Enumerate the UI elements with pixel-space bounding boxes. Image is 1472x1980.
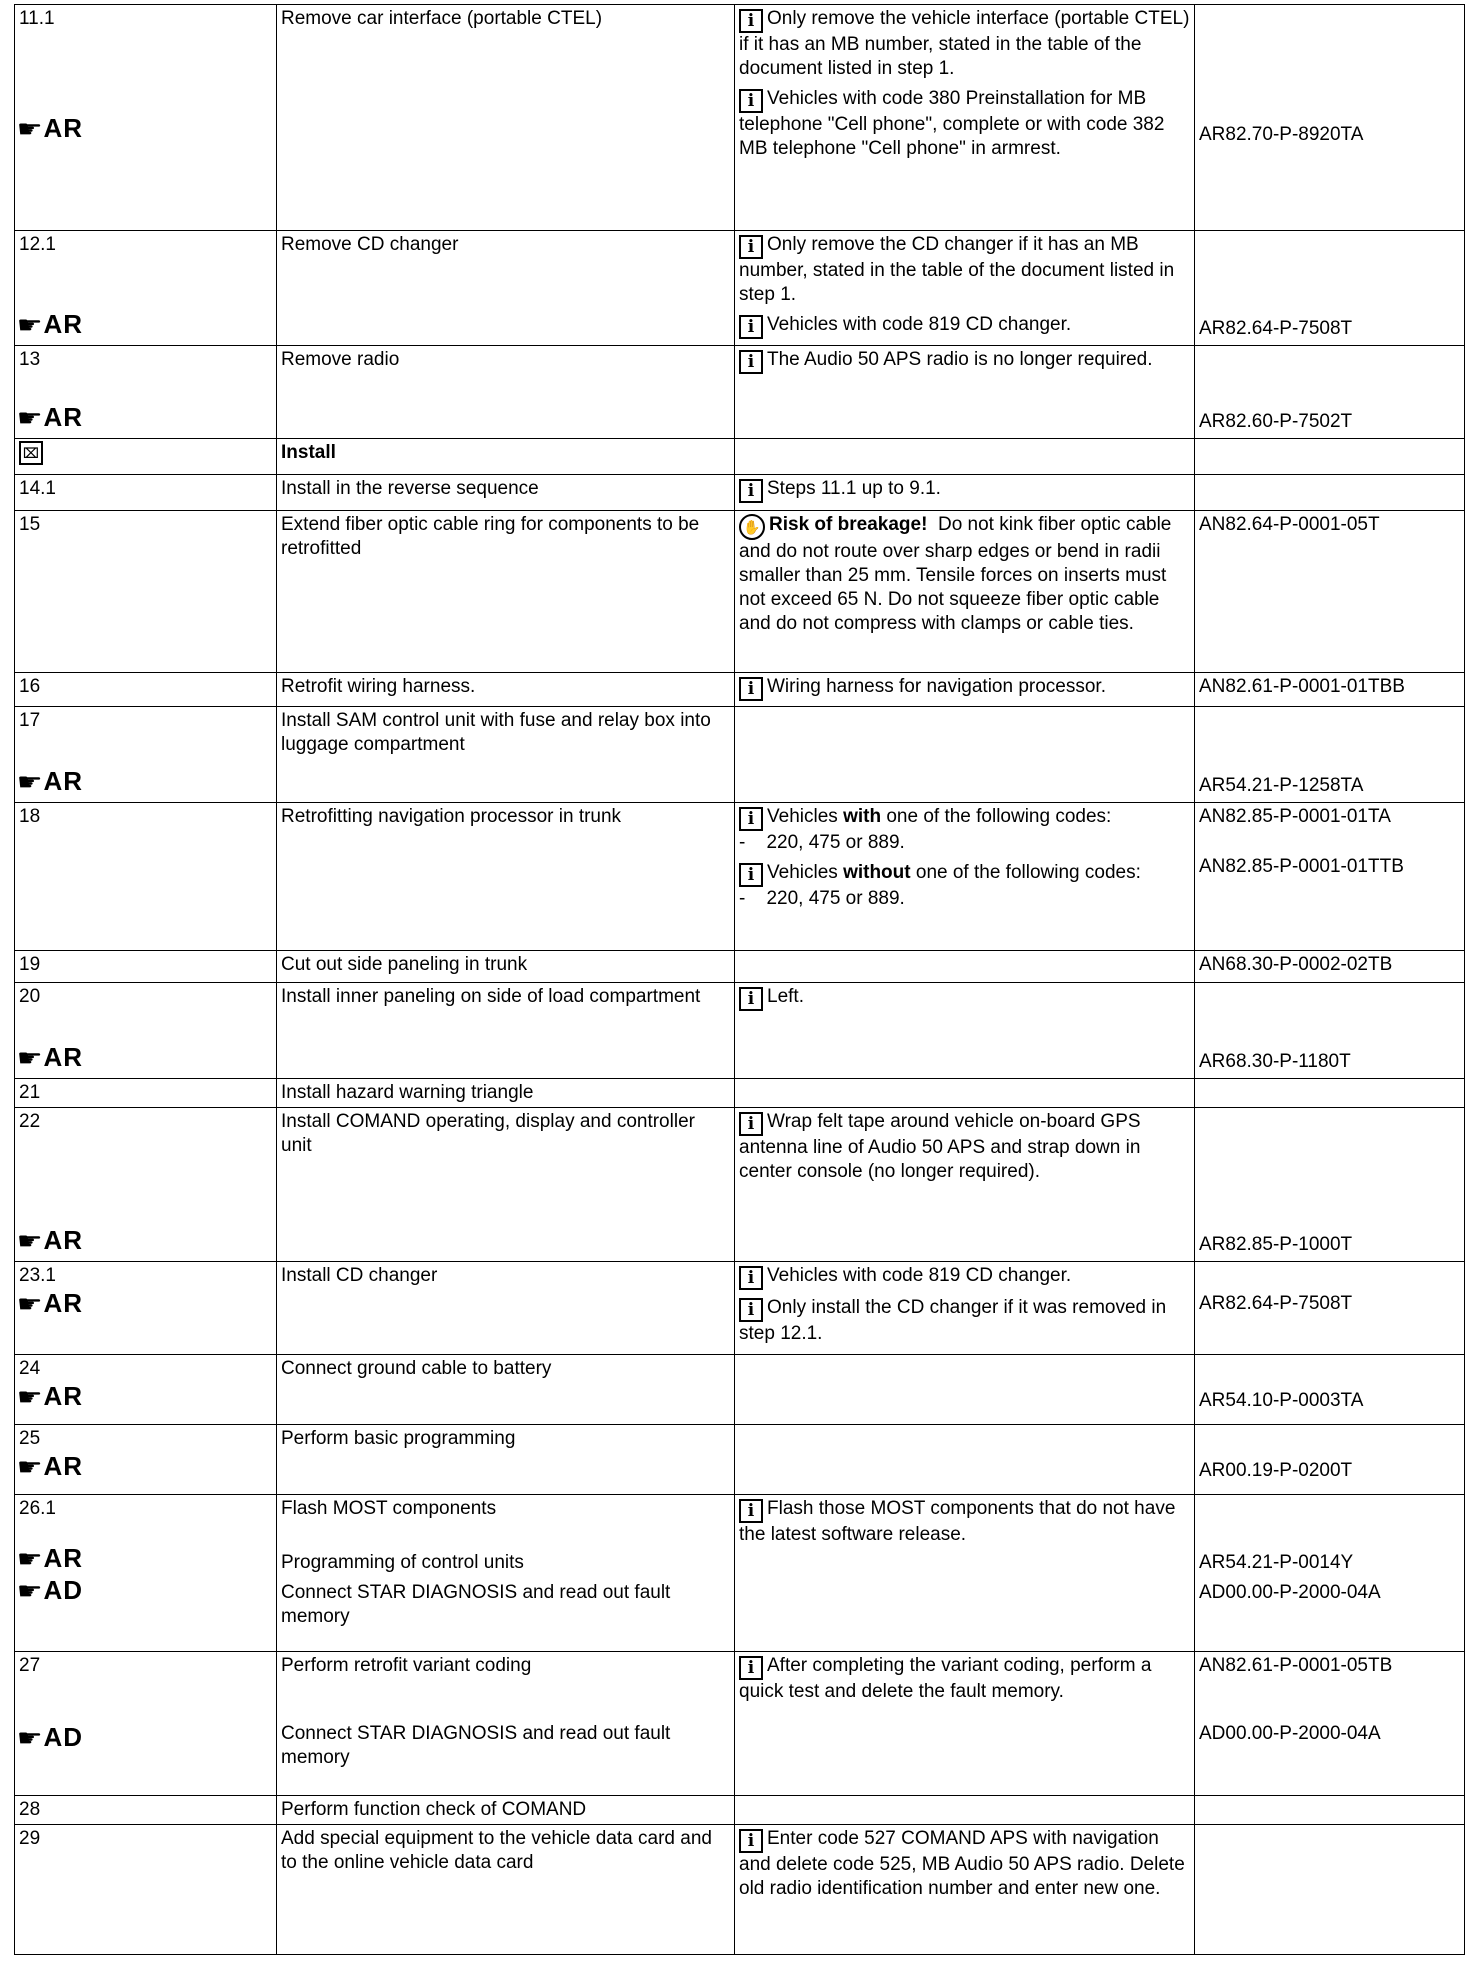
steps-table	[14, 4, 1465, 1955]
notes-cell	[735, 1796, 1195, 1825]
action-text: Perform function check of COMAND	[281, 1799, 587, 1820]
document-cell	[1195, 439, 1465, 475]
table-row	[15, 1079, 1465, 1108]
notes-cell	[735, 1495, 1195, 1652]
step-number: 13	[19, 349, 41, 370]
info-icon: i	[739, 479, 763, 503]
info-icon: i	[739, 987, 763, 1011]
sub-action-text: Programming of control units	[281, 1552, 524, 1573]
info-icon: i	[739, 9, 763, 33]
action-cell	[277, 1495, 735, 1652]
document-cell	[1195, 5, 1465, 231]
document-cell	[1195, 803, 1465, 951]
note: i Vehicles with code 380 Preinstallation for MB telephone "Cell phone", complete or with code 382 MB telephone "Cell phone" in armrest.	[739, 88, 1165, 159]
ar-reference: ☛AR	[16, 1288, 84, 1318]
notes-cell	[735, 1425, 1195, 1495]
action-text: Install SAM control unit with fuse and relay box into luggage compartment	[281, 710, 711, 755]
table-row	[15, 1262, 1465, 1355]
action-cell	[277, 1079, 735, 1108]
table-row	[15, 1796, 1465, 1825]
action-text: Install CD changer	[281, 1265, 438, 1286]
action-cell	[277, 346, 735, 439]
note: i Enter code 527 COMAND APS with navigation and delete code 525, MB Audio 50 APS radio. Delete old radio identification number and enter new one.	[739, 1828, 1185, 1899]
table-row	[15, 707, 1465, 803]
notes-cell	[735, 951, 1195, 983]
step-number: 19	[19, 954, 41, 975]
step-number: 20	[19, 986, 41, 1007]
step-cell	[15, 1825, 277, 1955]
document-cell	[1195, 1425, 1465, 1495]
pointing-hand-icon: ☛	[16, 1454, 44, 1481]
notes-cell	[735, 707, 1195, 803]
work-instruction-document	[14, 4, 1464, 1955]
pointing-hand-icon: ☛	[16, 312, 44, 339]
document-link[interactable]: AN82.61-P-0001-01TBB	[1199, 676, 1405, 697]
step-number: 24	[19, 1358, 41, 1379]
info-icon: i	[739, 1112, 763, 1136]
document-cell	[1195, 707, 1465, 803]
info-icon: i	[739, 1656, 763, 1680]
note: i Vehicles with code 819 CD changer.	[739, 1264, 1190, 1290]
action-text: Cut out side paneling in trunk	[281, 954, 528, 975]
step-number: 28	[19, 1799, 41, 1820]
step-number: 12.1	[19, 234, 56, 255]
table-row	[15, 951, 1465, 983]
document-link[interactable]: AN82.61-P-0001-05TB	[1199, 1655, 1393, 1676]
step-cell	[15, 1108, 277, 1262]
note: i Vehicles without one of the following codes: - 220, 475 or 889.	[739, 861, 1190, 911]
table-row	[15, 1495, 1465, 1652]
action-cell	[277, 951, 735, 983]
step-cell	[15, 439, 277, 475]
step-cell	[15, 231, 277, 346]
table-row	[15, 1825, 1465, 1955]
pointing-hand-icon: ☛	[16, 405, 44, 432]
pointing-hand-icon: ☛	[16, 1228, 44, 1255]
info-icon: i	[739, 677, 763, 701]
table-row	[15, 439, 1465, 475]
pointing-hand-icon: ☛	[16, 116, 44, 143]
document-link[interactable]: AD00.00-P-2000-04A	[1199, 1582, 1381, 1603]
ar-reference: ☛AR	[16, 766, 84, 796]
note: i Flash those MOST components that do not have the latest software release.	[739, 1498, 1176, 1545]
ad-reference: ☛AD	[16, 1722, 84, 1752]
action-cell	[277, 707, 735, 803]
step-cell	[15, 707, 277, 803]
ad-reference: ☛AD	[16, 1575, 84, 1605]
note: i Vehicles with code 819 CD changer.	[739, 313, 1190, 339]
notes-cell	[735, 231, 1195, 346]
action-cell	[277, 1262, 735, 1355]
info-icon: i	[739, 807, 763, 831]
document-link[interactable]: AN82.85-P-0001-01TA	[1199, 806, 1391, 827]
step-cell	[15, 511, 277, 673]
table-row	[15, 1108, 1465, 1262]
action-cell	[277, 231, 735, 346]
step-cell	[15, 983, 277, 1079]
ar-reference: ☛AR	[16, 1042, 84, 1072]
notes-cell	[735, 1652, 1195, 1796]
table-row	[15, 983, 1465, 1079]
step-cell	[15, 951, 277, 983]
section-heading: Install	[281, 442, 336, 463]
ar-reference: ☛AR	[16, 309, 84, 339]
document-link[interactable]: AR82.64-P-7508T	[1199, 1293, 1353, 1314]
step-cell	[15, 1652, 277, 1796]
document-link[interactable]: AR54.21-P-1258TA	[1199, 775, 1364, 796]
document-cell	[1195, 1079, 1465, 1108]
pointing-hand-icon: ☛	[16, 1546, 44, 1573]
install-section-icon: ⌧	[19, 441, 43, 465]
note: i After completing the variant coding, perform a quick test and delete the fault memory.	[739, 1655, 1152, 1702]
ar-reference: ☛AR	[16, 402, 84, 432]
table-row	[15, 511, 1465, 673]
action-cell	[277, 1825, 735, 1955]
document-link[interactable]: AR82.85-P-1000T	[1199, 1234, 1353, 1255]
action-text: Install COMAND operating, display and controller unit	[281, 1111, 695, 1156]
step-cell	[15, 1495, 277, 1652]
document-cell	[1195, 1652, 1465, 1796]
action-text: Install in the reverse sequence	[281, 478, 539, 499]
document-cell	[1195, 673, 1465, 707]
action-text: Remove CD changer	[281, 234, 459, 255]
warning-note: ✋ Risk of breakage! Do not kink fiber optic cable and do not route over sharp edges or bend in radii smaller than 25 mm. Tensile forces on inserts must not exceed 65 N. Do not squeeze fiber optic cable and do not compress with clamps or cable ties.	[739, 514, 1172, 634]
document-cell	[1195, 983, 1465, 1079]
document-link[interactable]: AN68.30-P-0002-02TB	[1199, 954, 1393, 975]
document-link[interactable]: AR68.30-P-1180T	[1199, 1051, 1351, 1072]
note: i Steps 11.1 up to 9.1.	[739, 477, 1190, 503]
document-cell	[1195, 231, 1465, 346]
info-icon: i	[739, 1499, 763, 1523]
document-cell	[1195, 1355, 1465, 1425]
action-cell	[277, 803, 735, 951]
table-row	[15, 673, 1465, 707]
action-cell	[277, 1652, 735, 1796]
table-row	[15, 1425, 1465, 1495]
action-text: Add special equipment to the vehicle data card and to the online vehicle data card	[281, 1828, 712, 1873]
action-cell	[277, 983, 735, 1079]
table-row	[15, 1652, 1465, 1796]
document-link[interactable]: AD00.00-P-2000-04A	[1199, 1723, 1381, 1744]
notes-cell	[735, 1079, 1195, 1108]
document-cell	[1195, 1495, 1465, 1652]
action-cell	[277, 5, 735, 231]
document-link[interactable]: AN82.64-P-0001-05T	[1199, 514, 1380, 535]
info-icon: i	[739, 863, 763, 887]
warning-hand-icon: ✋	[739, 514, 765, 540]
code-list: - 220, 475 or 889.	[739, 832, 905, 853]
step-cell	[15, 673, 277, 707]
action-cell	[277, 1796, 735, 1825]
note: i The Audio 50 APS radio is no longer required.	[739, 348, 1190, 374]
ar-reference: ☛AR	[16, 113, 84, 143]
notes-cell	[735, 1355, 1195, 1425]
pointing-hand-icon: ☛	[16, 1045, 44, 1072]
info-icon: i	[739, 1829, 763, 1853]
step-number: 22	[19, 1111, 41, 1132]
step-number: 23.1	[19, 1265, 56, 1286]
pointing-hand-icon: ☛	[16, 1384, 44, 1411]
pointing-hand-icon: ☛	[16, 1578, 44, 1605]
notes-cell	[735, 439, 1195, 475]
info-icon: i	[739, 1298, 763, 1322]
table-row	[15, 231, 1465, 346]
action-cell	[277, 475, 735, 511]
action-text: Retrofit wiring harness.	[281, 676, 476, 697]
notes-cell	[735, 346, 1195, 439]
note: i Left.	[739, 985, 1190, 1011]
step-number: 26.1	[19, 1498, 56, 1519]
document-link[interactable]: AR82.70-P-8920TA	[1199, 124, 1364, 145]
document-link[interactable]: AR54.21-P-0014Y	[1199, 1552, 1354, 1573]
action-text: Install inner paneling on side of load compartment	[281, 986, 701, 1007]
sub-action-text: Connect STAR DIAGNOSIS and read out fault memory	[281, 1723, 671, 1768]
step-cell	[15, 1262, 277, 1355]
notes-cell	[735, 475, 1195, 511]
step-cell	[15, 1079, 277, 1108]
step-number: 14.1	[19, 478, 56, 499]
step-number: 25	[19, 1428, 41, 1449]
pointing-hand-icon: ☛	[16, 1725, 44, 1752]
document-cell	[1195, 1262, 1465, 1355]
info-icon: i	[739, 350, 763, 374]
action-cell	[277, 1425, 735, 1495]
note: i Wiring harness for navigation processor.	[739, 675, 1190, 701]
note: i Only remove the CD changer if it has an MB number, stated in the table of the document listed in step 1.	[739, 234, 1175, 305]
step-number: 27	[19, 1655, 41, 1676]
action-cell	[277, 1108, 735, 1262]
action-text: Remove radio	[281, 349, 400, 370]
pointing-hand-icon: ☛	[16, 1291, 44, 1318]
document-cell	[1195, 951, 1465, 983]
info-icon: i	[739, 1266, 763, 1290]
notes-cell	[735, 673, 1195, 707]
step-number: 17	[19, 710, 41, 731]
step-number: 18	[19, 806, 41, 827]
document-link[interactable]: AR82.64-P-7508T	[1199, 318, 1353, 339]
sub-action-text: Connect STAR DIAGNOSIS and read out fault memory	[281, 1582, 671, 1627]
document-cell	[1195, 511, 1465, 673]
step-cell	[15, 1355, 277, 1425]
table-row	[15, 5, 1465, 231]
info-icon: i	[739, 235, 763, 259]
document-link[interactable]: AR00.19-P-0200T	[1199, 1460, 1353, 1481]
action-text: Connect ground cable to battery	[281, 1358, 552, 1379]
table-row	[15, 346, 1465, 439]
document-cell	[1195, 1825, 1465, 1955]
action-text: Flash MOST components	[281, 1498, 497, 1519]
step-number: 16	[19, 676, 41, 697]
action-cell	[277, 439, 735, 475]
step-cell	[15, 1425, 277, 1495]
note: i Vehicles with one of the following codes: - 220, 475 or 889.	[739, 805, 1190, 855]
step-cell	[15, 1796, 277, 1825]
note: i Only install the CD changer if it was removed in step 12.1.	[739, 1297, 1167, 1344]
step-number: 21	[19, 1082, 41, 1103]
step-number: 15	[19, 514, 41, 535]
table-row	[15, 1355, 1465, 1425]
action-text: Retrofitting navigation processor in trunk	[281, 806, 622, 827]
code-list: - 220, 475 or 889.	[739, 888, 905, 909]
notes-cell	[735, 983, 1195, 1079]
action-cell	[277, 511, 735, 673]
action-text: Perform retrofit variant coding	[281, 1655, 532, 1676]
note: i Only remove the vehicle interface (portable CTEL) if it has an MB number, stated in the table of the document listed in step 1.	[739, 8, 1190, 79]
step-cell	[15, 346, 277, 439]
notes-cell	[735, 511, 1195, 673]
step-number: 11.1	[19, 8, 55, 29]
notes-cell	[735, 1825, 1195, 1955]
action-cell	[277, 673, 735, 707]
ar-reference: ☛AR	[16, 1381, 84, 1411]
action-cell	[277, 1355, 735, 1425]
document-cell	[1195, 1108, 1465, 1262]
note: i Wrap felt tape around vehicle on-board GPS antenna line of Audio 50 APS and strap down in center console (no longer required).	[739, 1111, 1141, 1182]
action-text: Extend fiber optic cable ring for components to be retrofitted	[281, 514, 700, 559]
notes-cell	[735, 1262, 1195, 1355]
step-number: 29	[19, 1828, 41, 1849]
step-cell	[15, 803, 277, 951]
notes-cell	[735, 5, 1195, 231]
document-link[interactable]: AR82.60-P-7502T	[1199, 411, 1353, 432]
table-row	[15, 803, 1465, 951]
action-text: Remove car interface (portable CTEL)	[281, 8, 603, 29]
document-link[interactable]: AN82.85-P-0001-01TTB	[1199, 856, 1404, 877]
step-cell	[15, 5, 277, 231]
document-link[interactable]: AR54.10-P-0003TA	[1199, 1390, 1364, 1411]
table-row	[15, 475, 1465, 511]
info-icon: i	[739, 315, 763, 339]
action-text: Perform basic programming	[281, 1428, 516, 1449]
document-cell	[1195, 346, 1465, 439]
document-cell	[1195, 475, 1465, 511]
ar-reference: ☛AR	[16, 1543, 84, 1573]
document-cell	[1195, 1796, 1465, 1825]
ar-reference: ☛AR	[16, 1451, 84, 1481]
pointing-hand-icon: ☛	[16, 769, 44, 796]
action-text: Install hazard warning triangle	[281, 1082, 534, 1103]
ar-reference: ☛AR	[16, 1225, 84, 1255]
info-icon: i	[739, 89, 763, 113]
notes-cell	[735, 803, 1195, 951]
notes-cell	[735, 1108, 1195, 1262]
step-cell	[15, 475, 277, 511]
